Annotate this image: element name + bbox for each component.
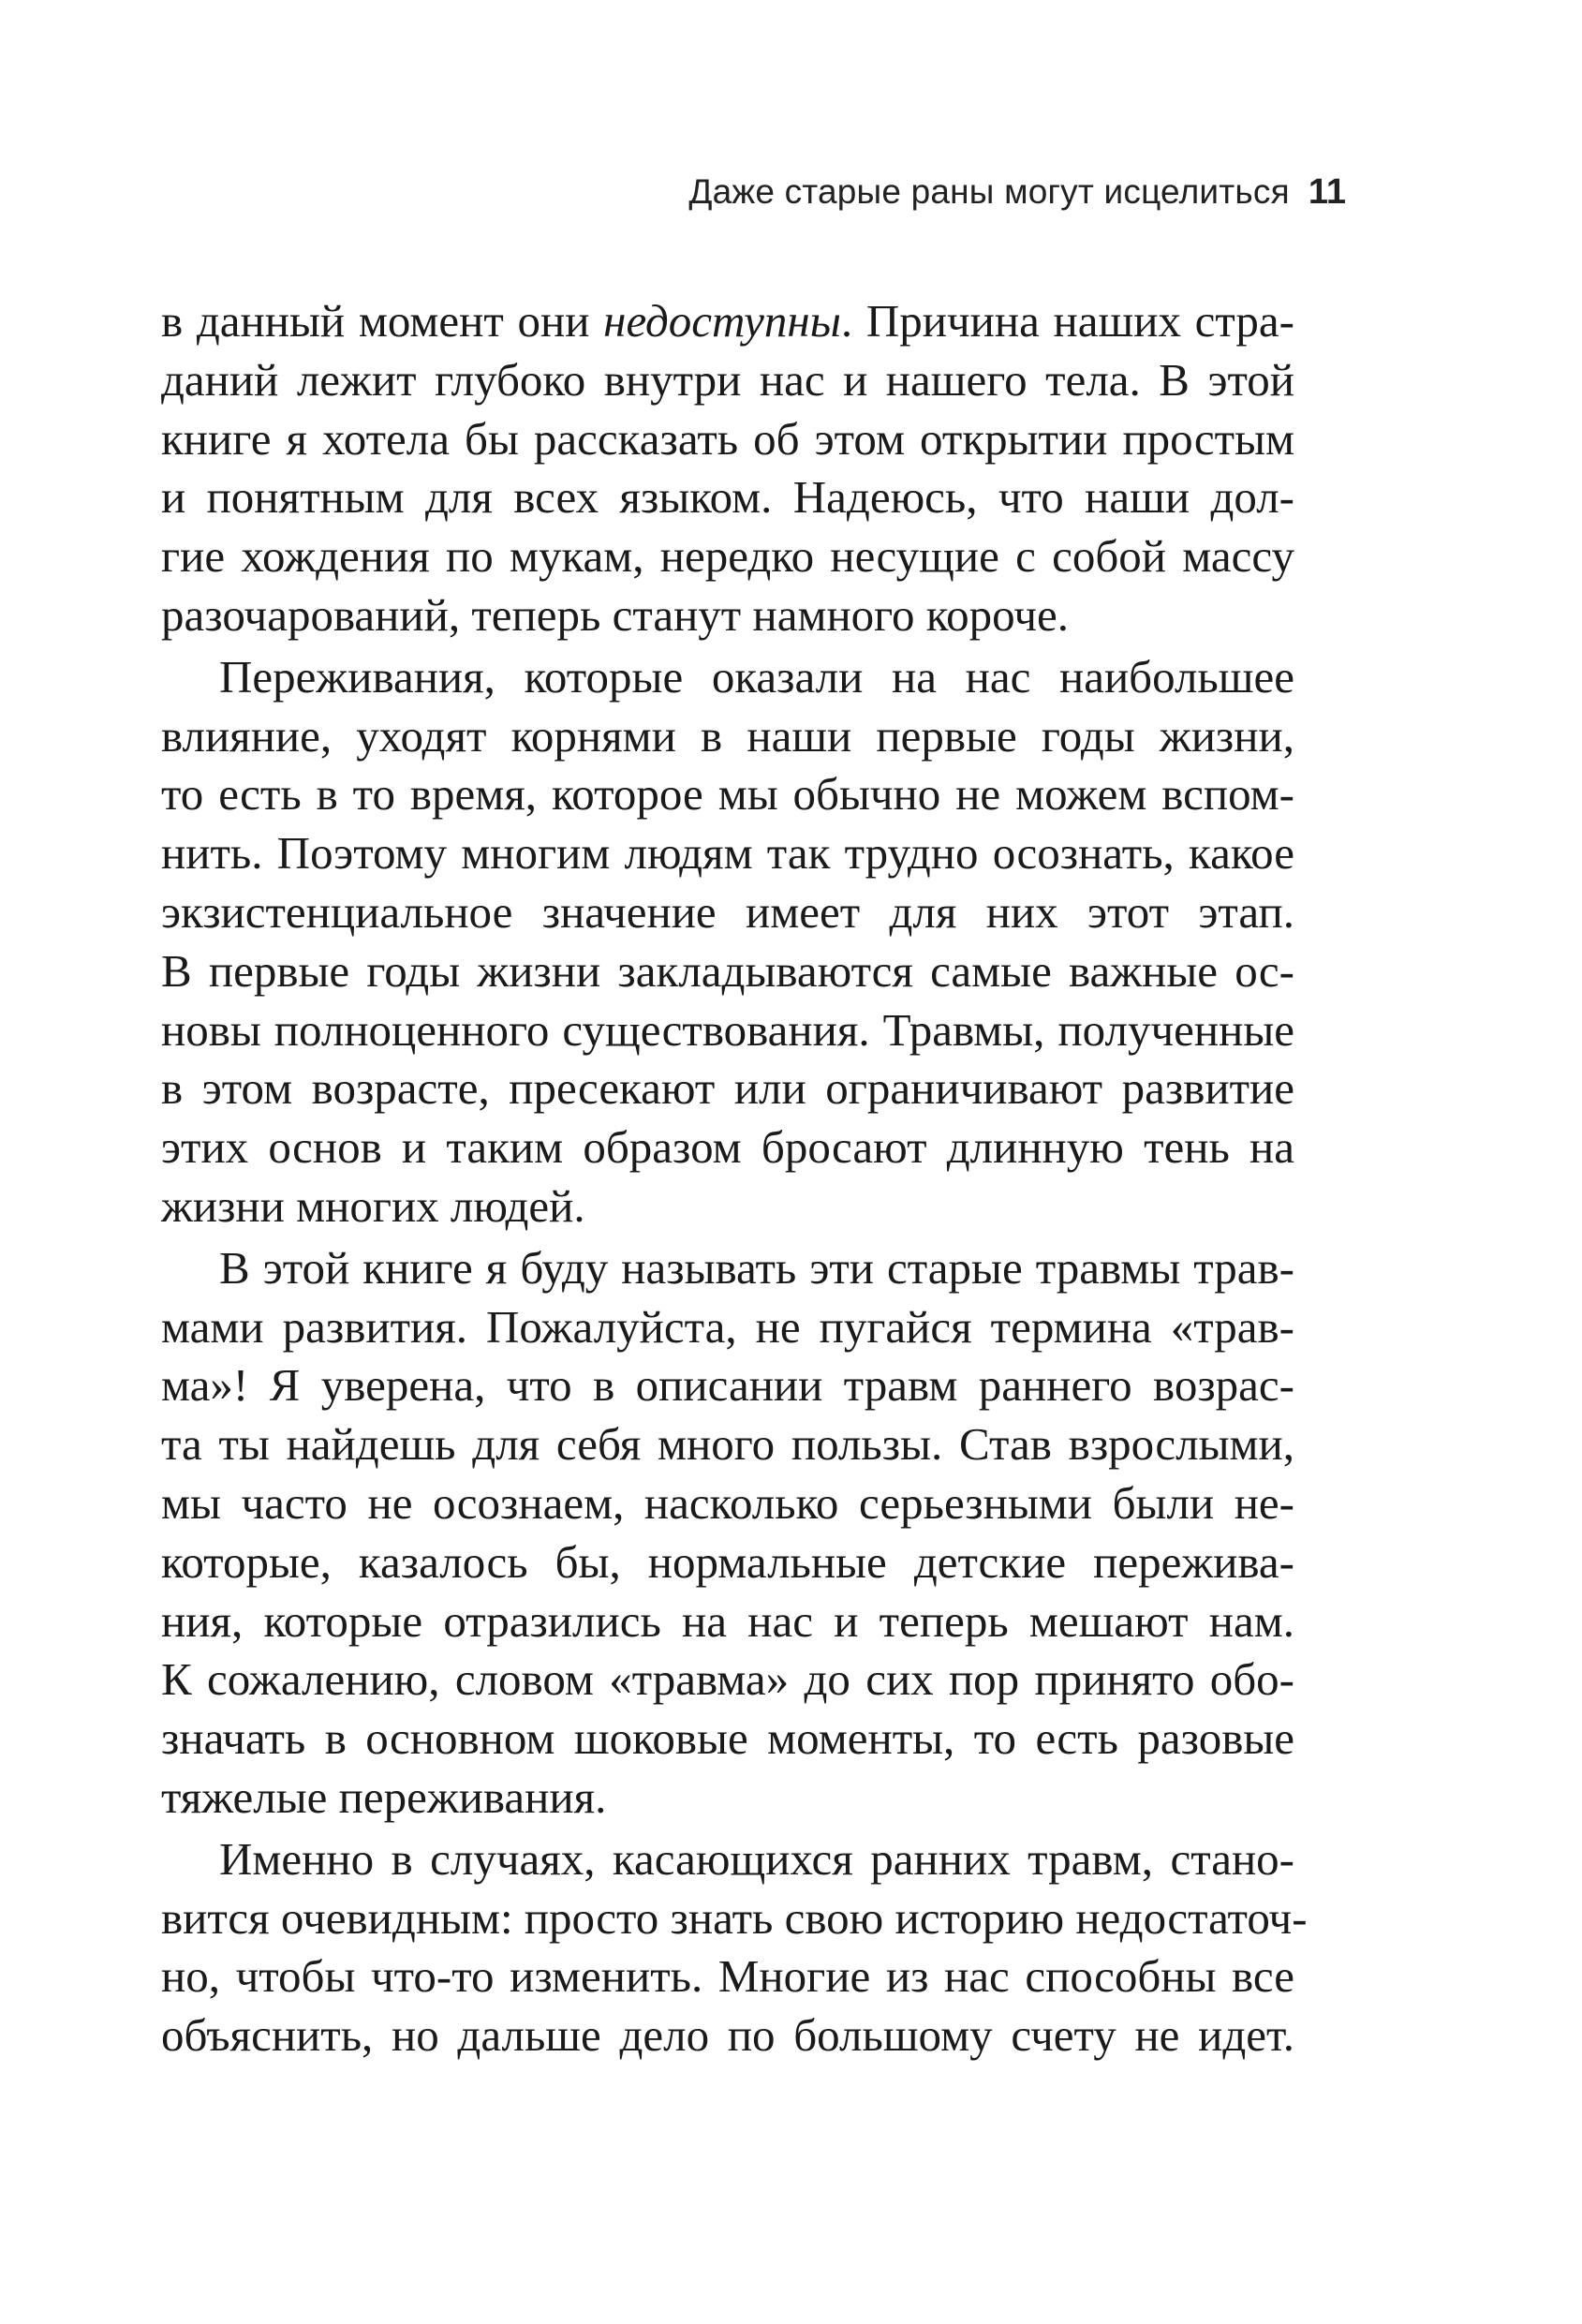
text-line: даний лежит глубоко внутри нас и нашего тела. В этой: [161, 353, 1294, 406]
text-line: та ты найдешь для себя много пользы. Став взрослыми,: [161, 1418, 1294, 1471]
text-line: мы часто не осознаем, насколько серьезными были не-: [161, 1476, 1294, 1529]
text-line: разочарований, теперь станут намного короче.: [161, 588, 1069, 641]
text-line: К сожалению, словом «травма» до сих пор принято обо-: [161, 1653, 1294, 1706]
text-line: в этом возрасте, пресекают или ограничивают развитие: [161, 1062, 1294, 1115]
emphasis-text: недоступны: [603, 295, 841, 347]
text-line: В этой книге я буду называть эти старые травмы трав-: [219, 1241, 1294, 1294]
paragraph: [161, 1239, 1294, 1828]
text-line: значать в основном шоковые моменты, то есть разовые: [161, 1712, 1294, 1765]
text-line: В первые годы жизни закладываются самые важные ос-: [161, 944, 1294, 997]
text-line: которые, казалось бы, нормальные детские пережива-: [161, 1535, 1294, 1588]
text-run: . Причина наших стра-: [840, 295, 1294, 347]
body-text: [161, 292, 1308, 2065]
text-line: объяснить, но дальше дело по большому счету не идет.: [161, 2009, 1294, 2062]
running-title: Даже старые раны могут исцелиться: [688, 172, 1290, 211]
running-header: [688, 174, 1346, 210]
text-line: книге я хотела бы рассказать об этом открытии простым: [161, 412, 1294, 465]
text-line: гие хождения по мукам, нередко несущие с собой массу: [161, 530, 1294, 583]
text-line: [161, 292, 1294, 351]
page-number: 11: [1308, 172, 1346, 212]
text-line: ма»! Я уверена, что в описании травм раннего возрас-: [161, 1359, 1294, 1412]
text-line: новы полноценного существования. Травмы, полученные: [161, 1003, 1294, 1056]
text-run: в данный момент они: [161, 295, 604, 347]
paragraph: [161, 648, 1294, 1236]
text-line: нить. Поэтому многим людям так трудно осознать, какое: [161, 827, 1294, 880]
text-line: Переживания, которые оказали на нас наибольшее: [219, 650, 1294, 703]
text-line: вится очевидным: просто знать свою историю недостаточ-: [161, 1891, 1308, 1944]
text-line: тяжелые переживания.: [161, 1770, 607, 1823]
paragraph: [161, 292, 1294, 645]
text-line: но, чтобы что-то изменить. Многие из нас способны все: [161, 1950, 1294, 2003]
text-line: мами развития. Пожалуйста, не пугайся термина «трав-: [161, 1300, 1294, 1353]
text-line: жизни многих людей.: [161, 1179, 585, 1232]
text-line: ния, которые отразились на нас и теперь мешают нам.: [161, 1594, 1294, 1647]
text-line: влияние, уходят корнями в наши первые годы жизни,: [161, 709, 1294, 762]
text-line: экзистенциальное значение имеет для них этот этап.: [161, 885, 1294, 938]
text-line: и понятным для всех языком. Надеюсь, что наши дол-: [161, 471, 1294, 524]
paragraph: [161, 1830, 1308, 2065]
text-line: Именно в случаях, касающихся ранних травм, стано-: [219, 1832, 1294, 1885]
text-line: то есть в то время, которое мы обычно не можем вспом-: [161, 768, 1294, 821]
text-line: этих основ и таким образом бросают длинную тень на: [161, 1121, 1294, 1174]
